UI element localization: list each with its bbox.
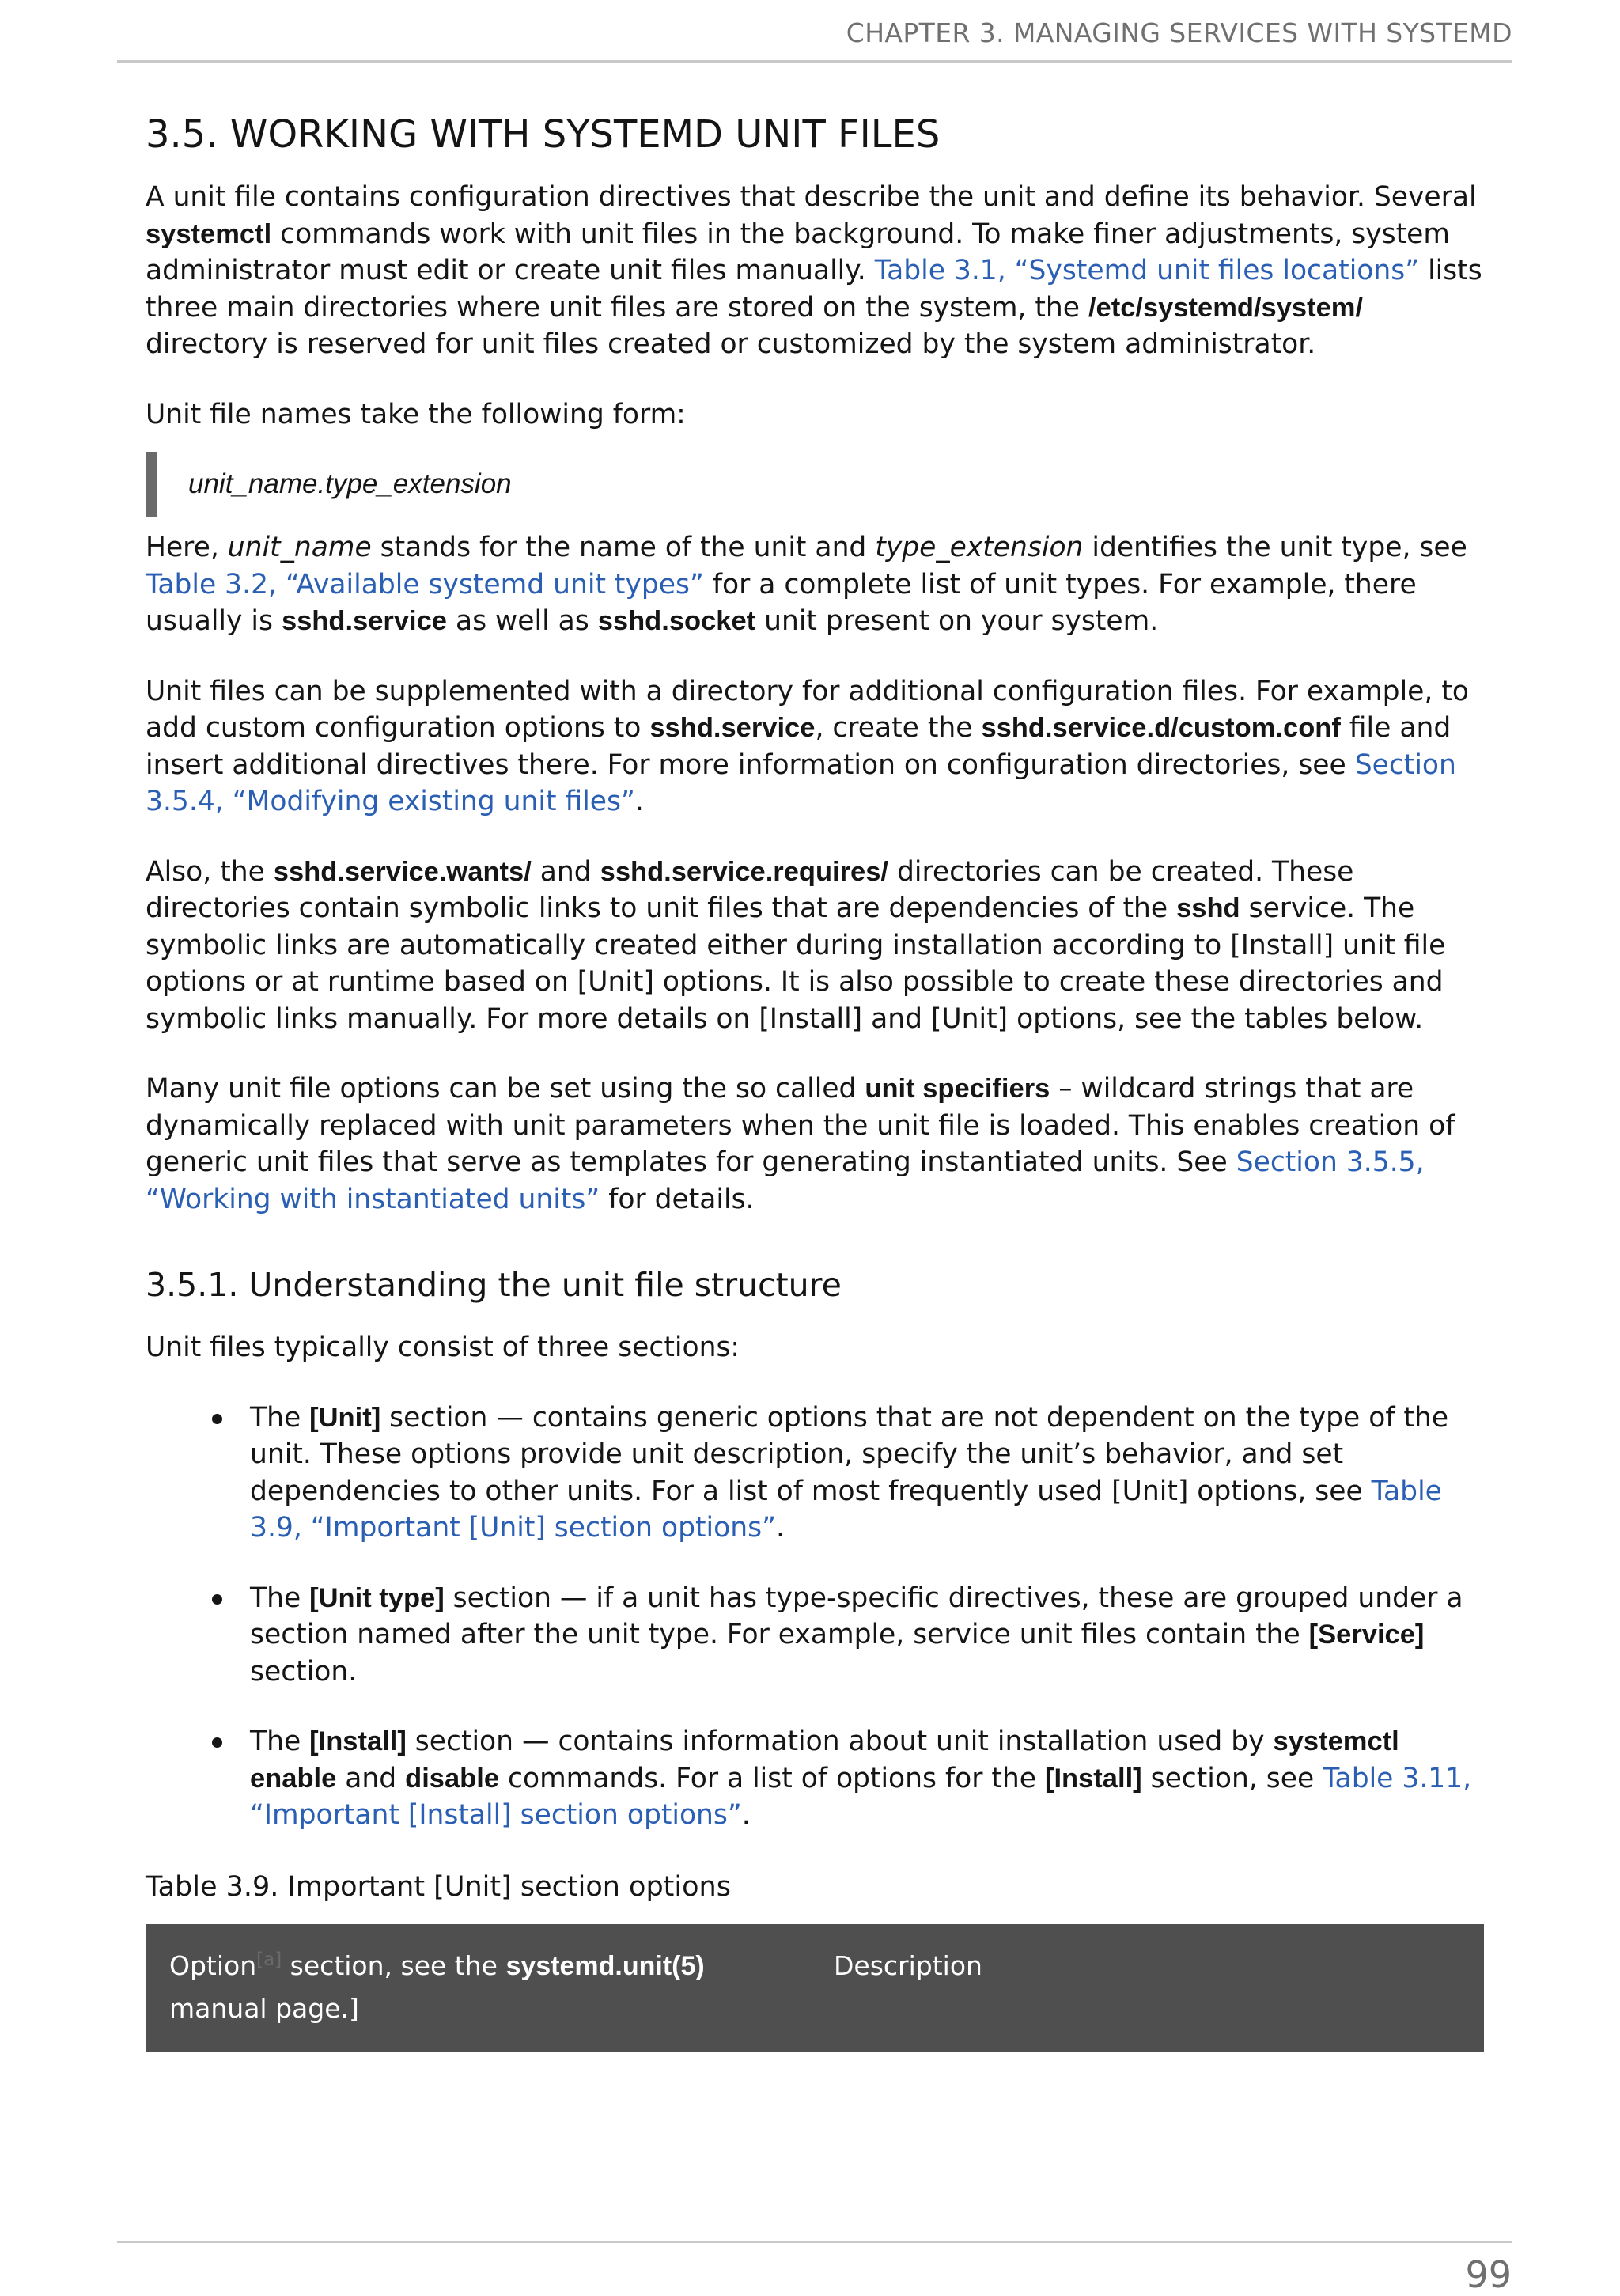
column-header-description: Description <box>834 1949 982 1981</box>
link-table-3-11[interactable]: Table 3.11, “Important [Install] section options” <box>250 1762 1472 1832</box>
paragraph-config-dirs: Unit files can be supplemented with a directory for additional configuration files. For example, to add custom configuration options to sshd.service, create the sshd.service.d/custom.conf file and insert additional directives there. For more information on configuration directories, see Section 3.5.4, “Modifying existing unit files”. <box>146 675 1469 817</box>
code-block <box>146 452 1490 517</box>
paragraph-wants-requires: Also, the sshd.service.wants/ and sshd.service.requires/ directories can be created. These directories contain symbolic links to unit files that are dependencies of the sshd service. The symbolic links are automatically created either during installation according to [Install] unit file options or at runtime based on [Unit] options. It is also possible to create these directories and symbolic links manually. For more details on [Install] and [Unit] options, see the tables below. <box>146 855 1446 1035</box>
section-title: 3.5. WORKING WITH SYSTEMD UNIT FILES <box>146 112 941 157</box>
paragraph-unit-specifiers: Many unit file options can be set using the so called unit specifiers – wildcard strings that are dynamically replaced with unit parameters when the unit file is loaded. This enables creation of generic unit files that serve as templates for generating instantiated units. See Section 3.5.5, “Working with instantiated units” for details. <box>146 1073 1455 1215</box>
footer-rule <box>117 2241 1512 2243</box>
header-rule <box>117 60 1512 63</box>
column-header-option: Option[a] section, see the systemd.unit(5) manual page.] <box>169 1949 705 2024</box>
page-number: 99 <box>1465 2253 1512 2296</box>
code-unit-name: unit_name.type_extension <box>188 468 512 499</box>
path-etc-systemd-system: /etc/systemd/system/ <box>1088 292 1364 323</box>
page-content <box>146 111 1490 2052</box>
bullet-icon <box>212 1594 222 1605</box>
list-item-unit-type: The [Unit type] section — if a unit has type-specific directives, these are grouped under a section named after the unit type. For example, service unit files contain the [Service] section. <box>146 1580 1490 1691</box>
bullet-icon <box>212 1414 222 1424</box>
sections-list <box>146 1400 1490 1834</box>
paragraph-three-sections: Unit files typically consist of three sections: <box>146 1332 740 1364</box>
link-section-3-5-4[interactable]: Section 3.5.4, “Modifying existing unit files” <box>146 748 1456 817</box>
link-table-3-9[interactable]: Table 3.9, “Important [Unit] section options” <box>250 1475 1442 1544</box>
list-item-install: The [Install] section — contains information about unit installation used by systemctl enable and disable commands. For a list of options for the [Install] section, see Table 3.11, “Important [Install] section options”. <box>146 1723 1490 1834</box>
subsection-title: 3.5.1. Understanding the unit file structure <box>146 1266 842 1304</box>
footnote-link[interactable]: [a] <box>256 1949 282 1970</box>
link-table-3-2[interactable]: Table 3.2, “Available systemd unit types” <box>146 568 704 601</box>
bullet-icon <box>212 1737 222 1748</box>
table-header-row <box>146 1924 1484 2052</box>
paragraph-name-form: Unit file names take the following form: <box>146 398 686 430</box>
command-systemctl: systemctl <box>146 218 272 249</box>
table-caption: Table 3.9. Important [Unit] section options <box>146 1870 731 1903</box>
link-section-3-5-5[interactable]: Section 3.5.5, “Working with instantiated units” <box>146 1146 1425 1215</box>
running-header: CHAPTER 3. MANAGING SERVICES WITH SYSTEMD <box>846 17 1512 48</box>
list-item-unit: The [Unit] section — contains generic options that are not dependent on the type of the unit. These options provide unit description, specify the unit’s behavior, and set dependencies to other units. For a list of most frequently used [Unit] options, see Table 3.9, “Important [Unit] section options”. <box>146 1400 1490 1547</box>
paragraph-intro: A unit file contains configuration directives that describe the unit and define its behavior. Several systemctl commands work with unit files in the background. To make finer adjustments, system administrator must edit or create unit files manually. Table 3.1, “Systemd unit files locations” lists three main directories where unit files are stored on the system, the /etc/systemd/system/ directory is reserved for unit files created or customized by the system administrator. <box>146 181 1482 360</box>
paragraph-unit-types: Here, unit_name stands for the name of the unit and type_extension identifies the unit type, see Table 3.2, “Available systemd unit types” for a complete list of unit types. For example, there usually is sshd.service as well as sshd.socket unit present on your system. <box>146 532 1467 637</box>
link-table-3-1[interactable]: Table 3.1, “Systemd unit files locations” <box>874 255 1420 286</box>
